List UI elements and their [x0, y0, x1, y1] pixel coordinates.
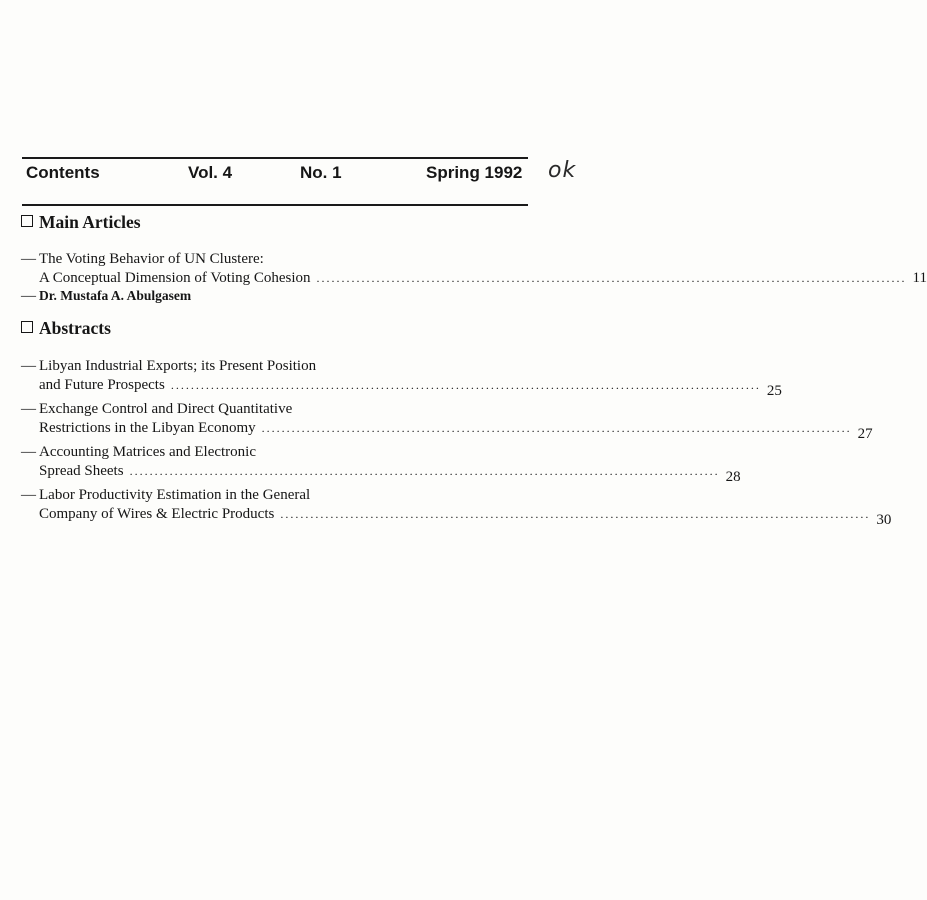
volume-label: Vol. 4: [188, 163, 233, 182]
page-number: 30: [876, 512, 892, 528]
entry-title: Spread Sheets: [39, 463, 124, 479]
section-title: Main Articles: [39, 212, 141, 232]
dot-leader: ......................................................................................................................: [170, 378, 761, 392]
handwritten-note: ok: [548, 158, 577, 183]
toc-entry-abstract-1[interactable]: [21, 376, 782, 399]
page-number: 27: [857, 426, 873, 442]
section-title: Abstracts: [39, 318, 111, 338]
main-article-title-line1: — The Voting Behavior of UN Clustere:: [21, 251, 264, 267]
entry-title: A Conceptual Dimension of Voting Cohesion: [39, 270, 311, 286]
em-dash-icon: —: [21, 401, 36, 417]
dot-leader: ......................................................................................................................: [280, 507, 871, 521]
entry-title: Restrictions in the Libyan Economy: [39, 420, 256, 436]
em-dash-icon: —: [21, 487, 36, 503]
checkbox-square-icon: [21, 321, 33, 333]
author-name: Dr. Mustafa A. Abulgasem: [39, 288, 192, 303]
abstract-2-title-line1: — Exchange Control and Direct Quantitative: [21, 401, 293, 417]
abstracts-heading: [21, 318, 111, 339]
em-dash-icon: —: [21, 358, 36, 374]
top-rule: [22, 157, 528, 159]
contents-header: [26, 160, 531, 190]
toc-entry-abstract-3[interactable]: [21, 462, 741, 485]
entry-title: Company of Wires & Electric Products: [39, 506, 275, 522]
dot-leader: ......................................................................................................................: [316, 271, 907, 285]
main-article-author: [21, 287, 531, 305]
toc-entry-abstract-4[interactable]: [21, 505, 892, 528]
entry-title: and Future Prospects: [39, 377, 165, 393]
abstract-1-title-line1: — Libyan Industrial Exports; its Present Position: [21, 358, 317, 374]
em-dash-icon: —: [21, 251, 36, 267]
page-number: 28: [725, 469, 741, 485]
bottom-rule: [22, 204, 528, 206]
em-dash-icon: —: [21, 444, 36, 460]
dot-leader: ......................................................................................................................: [129, 464, 720, 478]
em-dash-icon: —: [21, 288, 36, 304]
dot-leader: ......................................................................................................................: [261, 421, 852, 435]
page-number: 25: [766, 383, 782, 399]
abstract-3-title-line1: — Accounting Matrices and Electronic: [21, 444, 257, 460]
abstract-4-title-line1: — Labor Productivity Estimation in the General: [21, 487, 311, 503]
page-number: 11: [912, 270, 927, 286]
season-label: Spring 1992: [426, 163, 523, 182]
issue-number-label: No. 1: [300, 163, 342, 182]
checkbox-square-icon: [21, 215, 33, 227]
main-articles-heading: [21, 212, 141, 233]
contents-label: Contents: [26, 163, 100, 182]
toc-entry-abstract-2[interactable]: [21, 419, 873, 442]
toc-entry-main-article[interactable]: [21, 269, 927, 287]
